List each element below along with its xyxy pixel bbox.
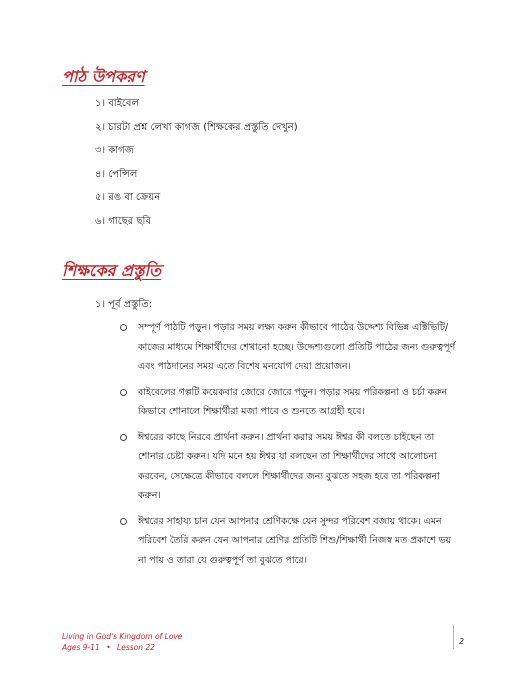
list-item: [120, 383, 460, 422]
footer-separator: •: [106, 643, 111, 652]
step-text: ঈশ্বরের কাছে নিরবে প্রার্থনা করুন। প্রার্থনা করার সময় ঈশ্বর কী বলতে চাইছেন তা শোনার চেষ্টা করুন। যদি মনে হয় ঈশ্বর যা বলছেন তা শিক্ষার্থীদের সাথে আলোচনা করবেন, সেক্ষেত্রে কীভাবে বললে শিক্ষার্থীদের জন্য বুঝতে সহজ হবে তা পরিকল্পনা করুন।: [138, 431, 440, 501]
materials-list: [95, 98, 298, 239]
list-item: [120, 318, 460, 377]
list-item: [120, 512, 460, 571]
page-footer: [62, 631, 182, 653]
circle-bullet-icon: [120, 389, 127, 396]
list-item: ৩। কাগজ: [95, 145, 134, 156]
step-text: ঈশ্বরের সাহায্য চান যেন আপনার শ্রেণিকক্ষে যেন সুন্দর পরিবেশ বজায় থাকে। এমন পরিবেশ তৈরি করুন যেন আপনার শ্রেণির প্রতিটি শিশু/শিক্ষার্থী নিজস্ব মত প্রকাশে ভয় না পায় ও তারা যে গুরুত্বপূর্ণ তা বুঝতে পারে।: [138, 515, 452, 566]
teacher-prep-heading: শিক্ষকের প্রস্তুতি: [62, 261, 162, 280]
list-item: ৬। গাছের ছবি: [95, 215, 151, 227]
circle-bullet-icon: [120, 434, 127, 441]
footer-lesson: Lesson 22: [117, 643, 155, 652]
prep-subtitle: ১। পূর্ব প্রস্তুতি:: [95, 299, 153, 310]
footer-subtitle: [62, 642, 182, 653]
footer-title: Living in God's Kingdom of Love: [62, 632, 183, 641]
list-item: ১। বাইবেল: [95, 98, 139, 109]
list-item: [120, 428, 460, 506]
list-item: ৪। পেন্সিল: [95, 168, 138, 180]
step-text: সম্পূর্ণ পাঠটি পড়ুন। পড়ার সময় লক্ষ্য করুন কীভাবে পাঠের উদ্দেশ্য বিভিন্ন এক্টিভিটি/কাজের মাধ্যমে শিক্ষার্থীদের শেখানো হচ্ছে। উদ্দেশ্যগুলো প্রতিটি পাঠের জন্য গুরুত্বপূর্ণ এবং পাঠদানের সময় এতে বিশেষ মনযোগ দেয়া প্রয়োজন।: [138, 322, 456, 372]
prep-steps-list: [120, 318, 460, 576]
footer-ages: Ages 9-11: [62, 643, 100, 652]
footer-divider: [453, 625, 454, 649]
circle-bullet-icon: [120, 324, 127, 331]
circle-bullet-icon: [120, 518, 127, 525]
list-item: ২। চারটা প্রশ্ন লেখা কাগজ (শিক্ষকের প্রস্তুতি দেখুন): [95, 121, 298, 133]
list-item: ৫। রঙ বা ক্রেয়ন: [95, 192, 161, 203]
materials-heading: পাঠ উপকরণ: [62, 67, 145, 86]
step-text: বাইবেলের গল্পটি কয়েকবার জোরে জোরে পড়ুন। পড়ার সময় পরিকল্পনা ও চর্চা করুন কিভাবে শোনালে শিক্ষার্থীরা মজা পাবে ও শুনতে আগ্রহী হবে।: [138, 386, 447, 417]
page-number: 2: [459, 637, 465, 646]
